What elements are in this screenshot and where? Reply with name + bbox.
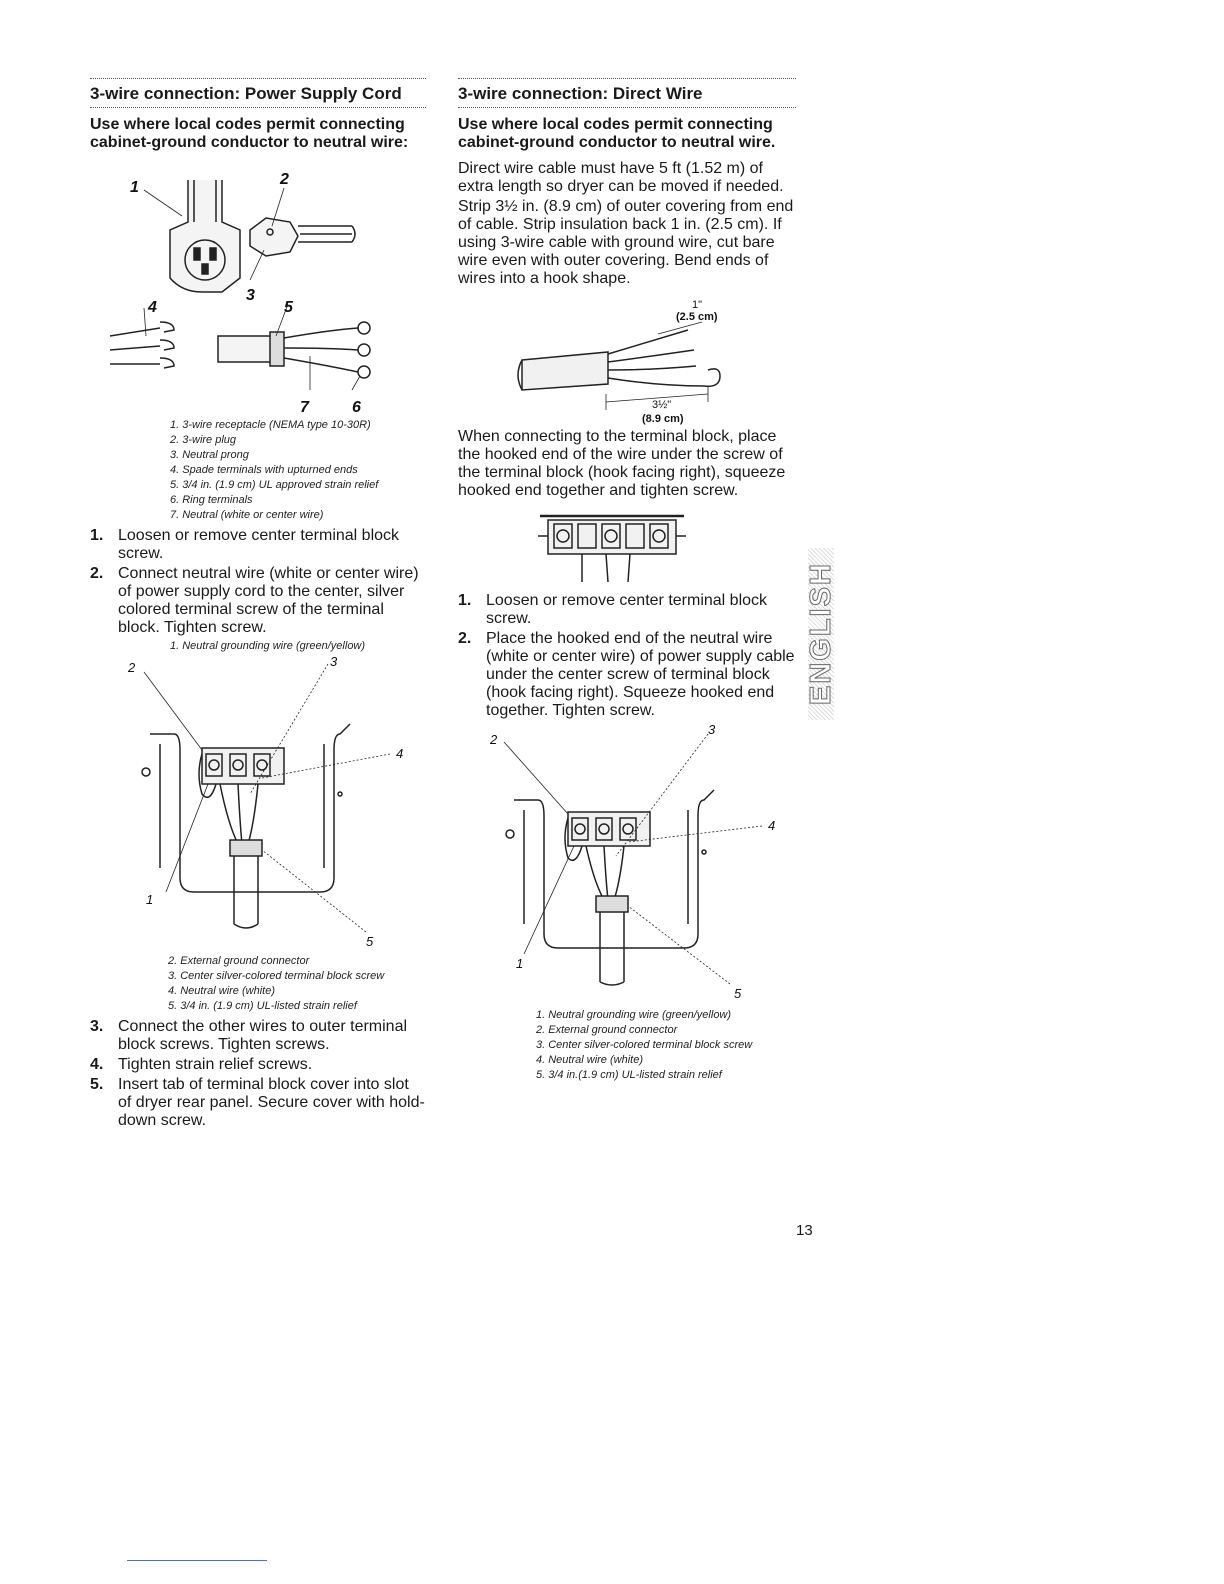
fig5-caption-item: 5. 3/4 in.(1.9 cm) UL-listed strain relief (536, 1069, 722, 1081)
fig5-label-4: 4 (768, 818, 776, 833)
fig2-caption-top: 1. Neutral grounding wire (green/yellow) (170, 640, 366, 652)
fig2-label-4: 4 (396, 746, 404, 761)
fig1-caption-item: 1. 3-wire receptacle (NEMA type 10-30R) (170, 419, 371, 431)
fig2-caption-item: 4. Neutral wire (white) (168, 985, 275, 997)
fig2-caption-list (90, 954, 426, 1014)
step-text: Connect neutral wire (white or center wire) of power supply cord to the center, silver colored terminal screw of the terminal block. Tighten screw. (118, 565, 419, 636)
fig1-label-7: 7 (300, 399, 309, 416)
step-number: 4. (90, 1056, 104, 1073)
step-number: 3. (90, 1018, 104, 1035)
step-item (90, 527, 426, 563)
fig2-label-2: 2 (128, 660, 136, 675)
fig3-label-3-5in: 3½" (652, 399, 672, 411)
fig5-caption-item: 3. Center silver-colored terminal block screw (536, 1039, 753, 1051)
fig2-caption-item: 5. 3/4 in. (1.9 cm) UL-listed strain relief (168, 1000, 357, 1012)
figure-terminal-block-direct (458, 722, 796, 1008)
right-column (458, 78, 796, 1087)
fig3-label-8-9cm: (8.9 cm) (642, 413, 684, 425)
fig1-label-5: 5 (284, 299, 293, 316)
fig1-caption-item: 2. 3-wire plug (170, 434, 237, 446)
lead-text-power-cord: Use where local codes permit connecting cabinet-ground conductor to neutral wire: (90, 116, 409, 151)
step-item (90, 565, 426, 637)
fig2-caption-item: 2. External ground connector (168, 955, 310, 967)
paragraph-extra-length: Direct wire cable must have 5 ft (1.52 m) of extra length so dryer can be moved if needed. (458, 160, 784, 195)
fig5-caption-list (458, 1008, 796, 1083)
fig5-caption-item: 2. External ground connector (536, 1024, 678, 1036)
step-item (458, 630, 796, 720)
section-title-power-cord: 3-wire connection: Power Supply Cord (90, 78, 426, 108)
step-number: 5. (90, 1076, 104, 1093)
left-column (90, 78, 426, 1132)
step-item (90, 1018, 426, 1054)
fig5-label-2: 2 (490, 732, 498, 747)
steps-list-b (90, 1018, 426, 1130)
figure-receptacle-and-plug (90, 160, 426, 422)
fig1-caption-item: 5. 3/4 in. (1.9 cm) UL approved strain relief (170, 479, 379, 491)
steps-list-direct (458, 592, 796, 720)
fig1-label-6: 6 (352, 399, 361, 416)
step-number: 2. (90, 565, 104, 582)
step-item (458, 592, 796, 628)
fig1-caption-item: 6. Ring terminals (170, 494, 253, 506)
fig3-label-2-5cm: (2.5 cm) (676, 311, 718, 323)
step-text: Connect the other wires to outer terminal block screws. Tighten screws. (118, 1018, 408, 1053)
figure-stripped-cable (458, 290, 796, 428)
step-item (90, 1056, 426, 1074)
steps-list-a (90, 527, 426, 637)
step-number: 2. (458, 630, 472, 647)
step-item (90, 1076, 426, 1130)
language-side-tab-label: ENGLISH (805, 562, 837, 706)
page-number: 13 (796, 1222, 813, 1239)
fig5-caption-item: 1. Neutral grounding wire (green/yellow) (536, 1009, 732, 1021)
step-text: Insert tab of terminal block cover into slot of dryer rear panel. Secure cover with hold-down screw. (118, 1076, 425, 1129)
step-number: 1. (458, 592, 472, 609)
lead-text-direct-wire: Use where local codes permit connecting cabinet-ground conductor to neutral wire. (458, 116, 776, 151)
fig5-label-1: 1 (516, 956, 524, 971)
fig5-label-3: 3 (708, 722, 716, 737)
fig5-caption-item: 4. Neutral wire (white) (536, 1054, 643, 1066)
fig2-label-5: 5 (366, 934, 374, 949)
step-text: Tighten strain relief screws. (118, 1056, 313, 1073)
fig1-caption-item: 3. Neutral prong (170, 449, 249, 461)
fig1-label-1: 1 (130, 179, 139, 196)
fig1-caption-item: 4. Spade terminals with upturned ends (170, 464, 358, 476)
fig2-label-1: 1 (146, 892, 154, 907)
fig5-label-5: 5 (734, 986, 742, 1001)
figure-terminal-block-cord (90, 654, 426, 954)
paragraph-hooked-end: When connecting to the terminal block, place the hooked end of the wire under the screw of the terminal block (hook facing right), squeeze hooked end together and tighten screw. (458, 428, 786, 499)
fig1-caption-list (90, 418, 426, 523)
fig3-label-1in: 1" (692, 299, 703, 311)
fig1-label-2: 2 (280, 171, 289, 188)
paragraph-strip-instructions: Strip 3½ in. (8.9 cm) of outer covering from end of cable. Strip insulation back 1 in. (2.5 cm). If using 3-wire cable with ground wire, cut bare wire even with outer covering. Bend ends of wires into a hook shape. (458, 198, 794, 287)
section-title-direct-wire: 3-wire connection: Direct Wire (458, 78, 796, 108)
fig1-label-3: 3 (246, 287, 255, 304)
step-number: 1. (90, 527, 104, 544)
step-text: Loosen or remove center terminal block screw. (486, 592, 768, 627)
bottom-rule (127, 1560, 267, 1561)
fig1-label-4: 4 (148, 299, 157, 316)
figure-terminal-block-hooks (458, 502, 796, 588)
step-text: Loosen or remove center terminal block screw. (118, 527, 400, 562)
step-text: Place the hooked end of the neutral wire (white or center wire) of power supply cable under the center screw of terminal block (hook facing right). Squeeze hooked end together. Tighten screw. (486, 630, 795, 719)
fig1-caption-item: 7. Neutral (white or center wire) (170, 509, 324, 521)
fig2-caption-item: 3. Center silver-colored terminal block screw (168, 970, 385, 982)
fig2-label-3: 3 (330, 654, 338, 669)
